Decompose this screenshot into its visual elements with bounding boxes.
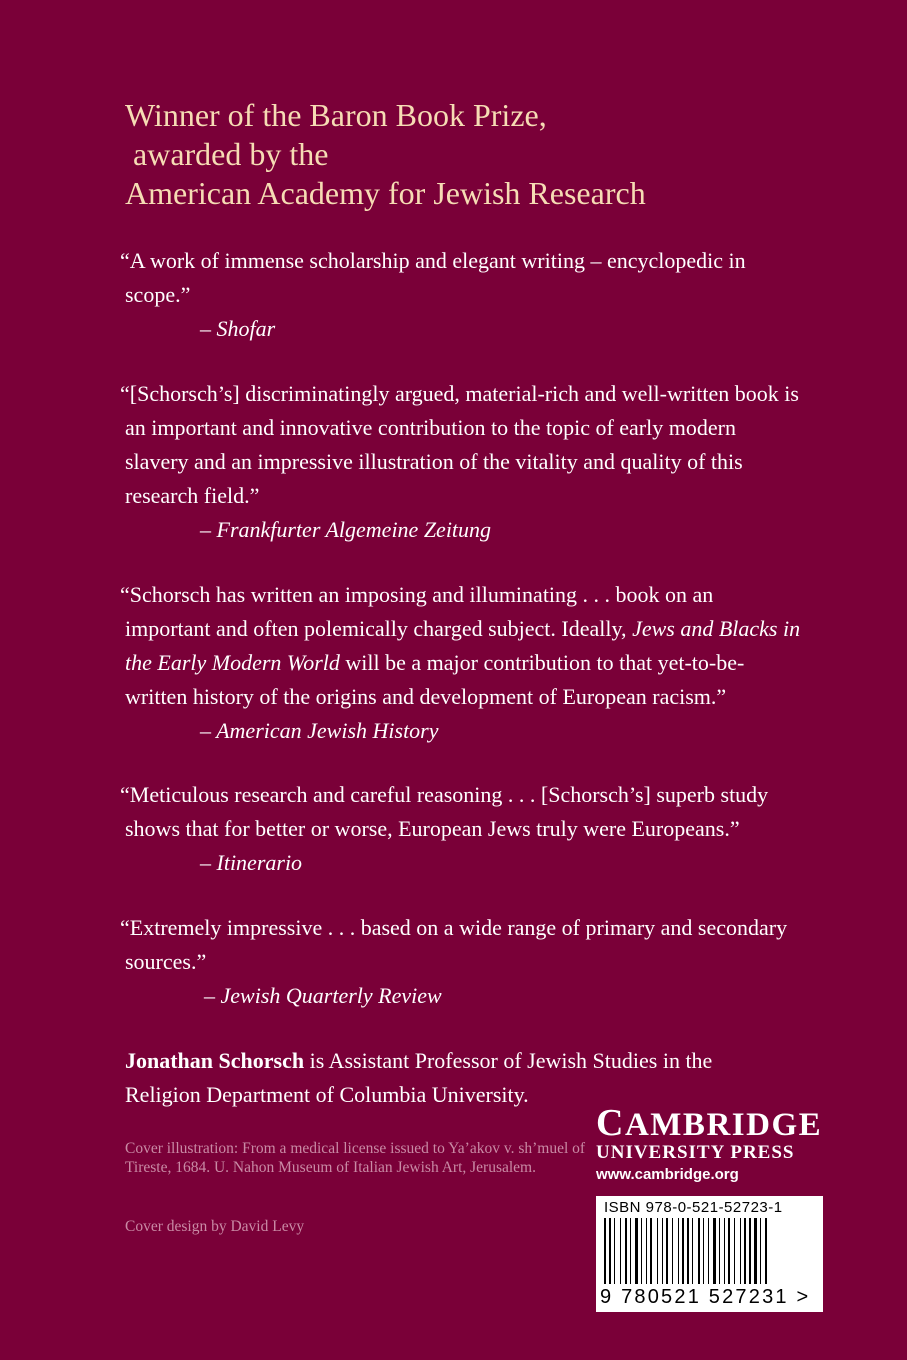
prize-line-1: Winner of the Baron Book Prize, xyxy=(125,97,547,133)
prize-line-3: American Academy for Jewish Research xyxy=(125,175,646,211)
publisher-subname: UNIVERSITY PRESS xyxy=(596,1142,795,1163)
quote-text xyxy=(114,578,804,714)
quote-text: “[Schorsch’s] discriminatingly argued, material-rich and well-written book is an important and innovative contribution to the topic of early modern slavery and an impressive illustration of the vitality and quality of this research field.” xyxy=(120,381,799,508)
publisher-url: www.cambridge.org xyxy=(596,1166,739,1183)
quote-text: “A work of immense scholarship and elegant writing – encyclopedic in scope.” xyxy=(120,248,746,307)
quote-source: – Shofar xyxy=(200,316,276,341)
quote-source: – Itinerario xyxy=(200,850,303,875)
quote-text: “Meticulous research and careful reasoning . . . [Schorsch’s] superb study shows that for better or worse, European Jews truly were Europeans.” xyxy=(120,782,769,841)
quote-text-after: will be a major contribution to that yet-to-be-written history of the origins and development of European racism.” xyxy=(125,650,745,709)
quote-text: “Extremely impressive . . . based on a wide range of primary and secondary sources.” xyxy=(120,915,788,974)
barcode-digits: 9 780521 527231 > xyxy=(600,1286,811,1308)
author-bio xyxy=(125,1044,765,1112)
isbn-text: ISBN 978-0-521-52723-1 xyxy=(604,1199,783,1216)
quote-source: – Jewish Quarterly Review xyxy=(204,983,442,1008)
cover-illustration-credit: Cover illustration: From a medical license issued to Ya’akov v. sh’muel of Tireste, 1684. U. Nahon Museum of Italian Jewish Art, Jerusalem. xyxy=(125,1140,586,1176)
publisher-name-rest: AMBRIDGE xyxy=(624,1107,823,1143)
quote-text-before: “Schorsch has written an imposing and illuminating . . . book on an important and often polemically charged subject. Ideally, xyxy=(120,582,714,641)
quote-source: – American Jewish History xyxy=(200,718,439,743)
cover-design-credit: Cover design by David Levy xyxy=(125,1218,305,1235)
author-bio-text: is Assistant Professor of Jewish Studies in the Religion Department of Columbia University. xyxy=(125,1048,713,1107)
review-quote-3 xyxy=(114,578,804,748)
barcode-bars-icon xyxy=(602,1218,816,1284)
author-name: Jonathan Schorsch xyxy=(125,1048,305,1073)
publisher-logo xyxy=(596,1102,826,1186)
book-title: Jews and Blacks in the Early Modern World xyxy=(125,616,801,675)
publisher-name-initial: C xyxy=(596,1102,625,1144)
publisher-name xyxy=(596,1102,826,1144)
isbn-barcode xyxy=(596,1196,823,1312)
review-quote-2 xyxy=(114,377,804,547)
prize-line-2: awarded by the xyxy=(133,136,329,172)
review-quote-5 xyxy=(114,911,804,1013)
review-quote-1 xyxy=(114,244,804,346)
quote-source: – Frankfurter Algemeine Zeitung xyxy=(200,517,492,542)
prize-heading xyxy=(125,96,646,213)
review-quote-4 xyxy=(114,778,804,880)
